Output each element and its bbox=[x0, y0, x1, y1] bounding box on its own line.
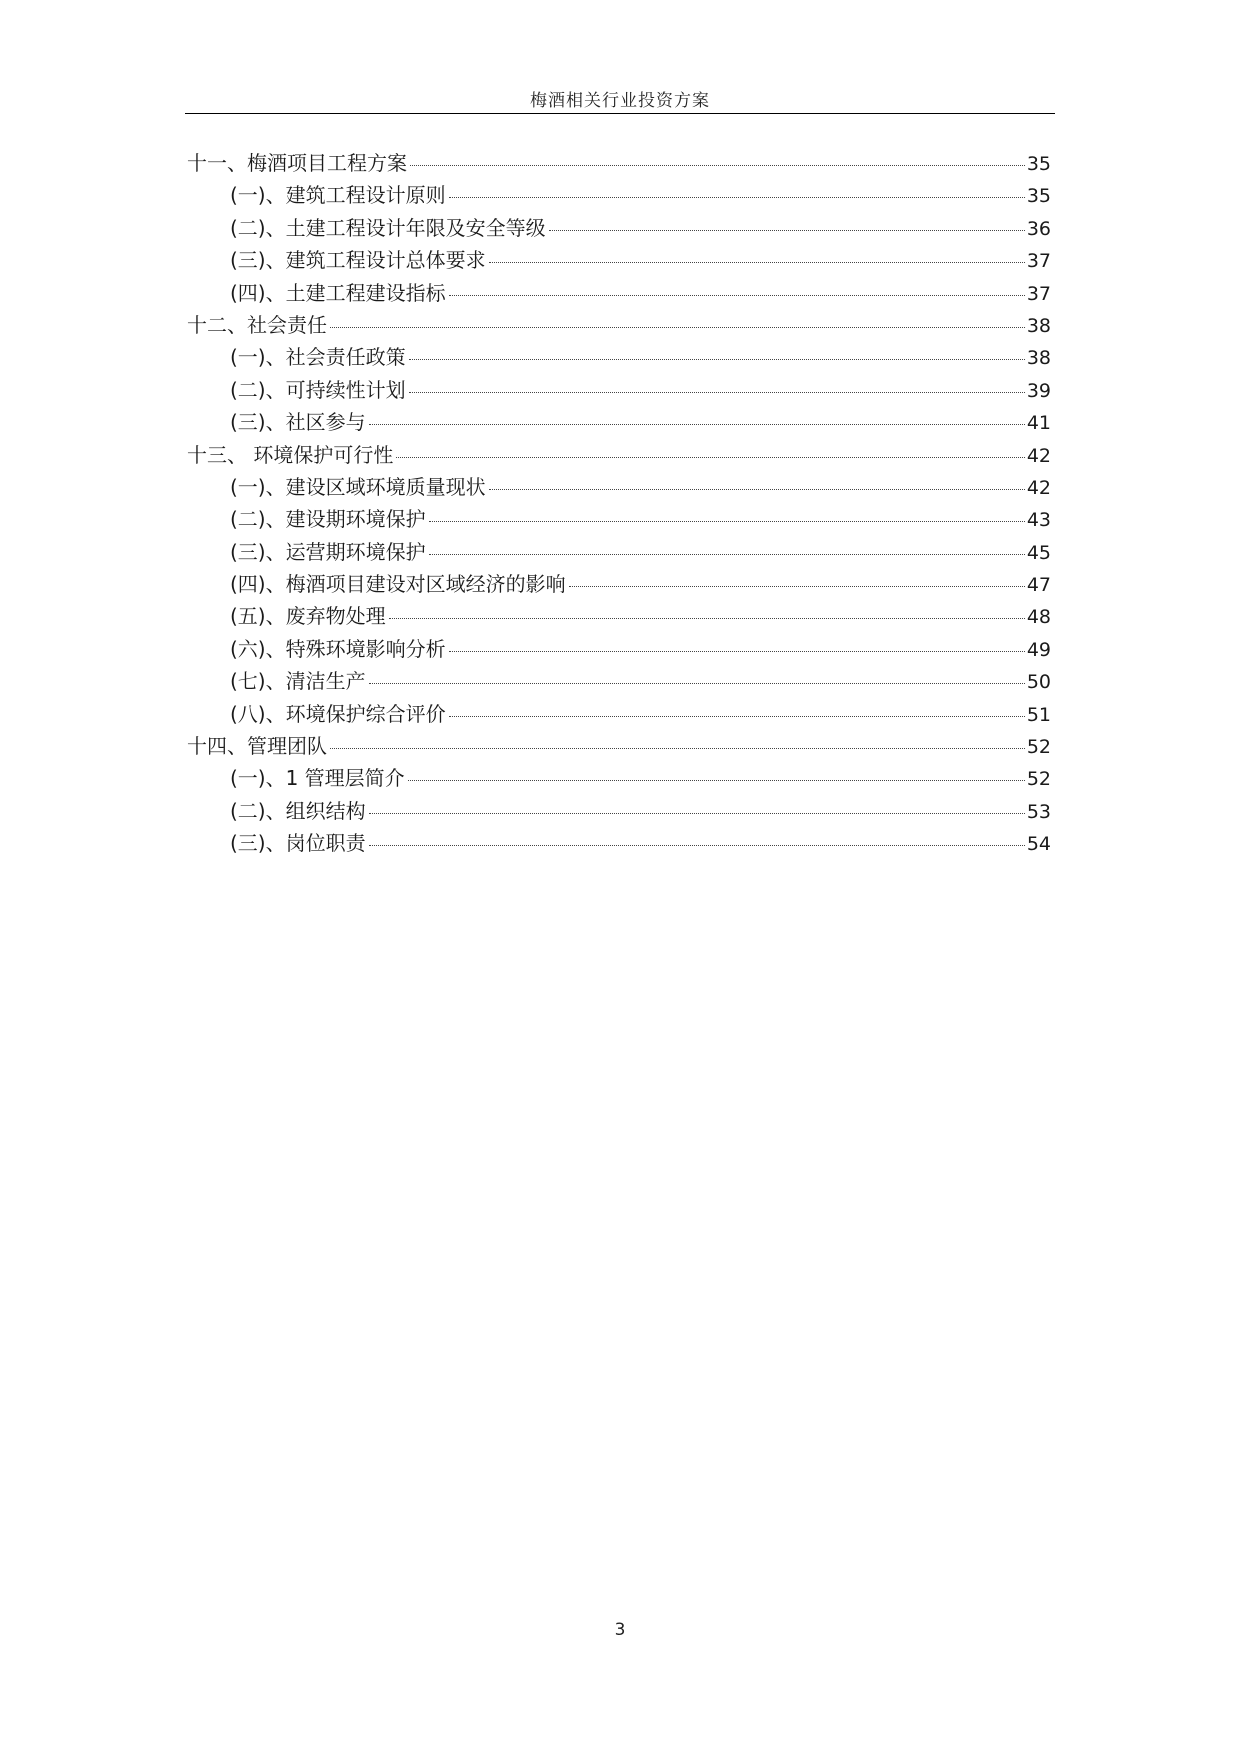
toc-entry-page: 50 bbox=[1026, 671, 1051, 694]
toc-dot-leader bbox=[449, 651, 1025, 652]
toc-dot-leader bbox=[449, 295, 1025, 296]
toc-entry-page: 38 bbox=[1026, 347, 1051, 370]
toc-entry-title: (八)、环境保护综合评价 bbox=[230, 701, 446, 726]
toc-dot-leader bbox=[489, 262, 1025, 263]
toc-entry-title: (二)、建设期环境保护 bbox=[230, 507, 426, 532]
toc-entry-title: 十四、管理团队 bbox=[187, 734, 327, 759]
toc-entry-title: (二)、土建工程设计年限及安全等级 bbox=[230, 215, 546, 240]
toc-entry-page: 43 bbox=[1026, 509, 1051, 532]
toc-dot-leader bbox=[330, 748, 1025, 749]
toc-entry-page: 48 bbox=[1026, 606, 1051, 629]
toc-entry-page: 54 bbox=[1026, 833, 1051, 856]
toc-dot-leader bbox=[409, 359, 1025, 360]
toc-entry-page: 42 bbox=[1026, 476, 1051, 499]
toc-entry-page: 38 bbox=[1026, 314, 1051, 337]
toc-dot-leader bbox=[429, 521, 1025, 522]
toc-entry[interactable] bbox=[187, 665, 1051, 697]
toc-entry-title: (二)、组织结构 bbox=[230, 798, 366, 823]
toc-entry-page: 37 bbox=[1026, 250, 1051, 273]
toc-dot-leader bbox=[369, 813, 1025, 814]
toc-entry[interactable] bbox=[187, 730, 1051, 762]
toc-entry[interactable] bbox=[187, 341, 1051, 373]
toc-entry-page: 37 bbox=[1026, 282, 1051, 305]
toc-entry[interactable] bbox=[187, 698, 1051, 730]
toc-entry-title: (六)、特殊环境影响分析 bbox=[230, 636, 446, 661]
toc-entry-page: 36 bbox=[1026, 217, 1051, 240]
toc-dot-leader bbox=[396, 457, 1024, 458]
toc-entry-title: (一)、建设区域环境质量现状 bbox=[230, 474, 486, 499]
toc-entry-page: 42 bbox=[1026, 444, 1051, 467]
toc-entry[interactable] bbox=[187, 762, 1051, 794]
toc-entry[interactable] bbox=[187, 600, 1051, 632]
toc-entry[interactable] bbox=[187, 503, 1051, 535]
toc-dot-leader bbox=[409, 392, 1025, 393]
toc-entry-title: (四)、梅酒项目建设对区域经济的影响 bbox=[230, 572, 566, 597]
toc-entry-page: 52 bbox=[1026, 768, 1051, 791]
toc-entry-title: (三)、运营期环境保护 bbox=[230, 539, 426, 564]
toc-entry[interactable] bbox=[187, 406, 1051, 438]
toc-entry[interactable] bbox=[187, 244, 1051, 276]
toc-entry[interactable] bbox=[187, 277, 1051, 309]
toc-dot-leader bbox=[569, 586, 1025, 587]
toc-entry-page: 35 bbox=[1026, 153, 1051, 175]
toc-dot-leader bbox=[369, 845, 1025, 846]
toc-entry[interactable] bbox=[187, 309, 1051, 341]
page-number: 3 bbox=[614, 1620, 626, 1640]
toc-entry[interactable] bbox=[187, 147, 1051, 179]
toc-entry-title: (四)、土建工程建设指标 bbox=[230, 280, 446, 305]
toc-entry[interactable] bbox=[187, 568, 1051, 600]
toc-dot-leader bbox=[429, 554, 1025, 555]
toc-entry-title: 十二、社会责任 bbox=[187, 312, 327, 337]
header-rule bbox=[185, 113, 1055, 114]
toc-dot-leader bbox=[449, 197, 1025, 198]
toc-entry[interactable] bbox=[187, 212, 1051, 244]
toc-entry-title: 十一、梅酒项目工程方案 bbox=[187, 151, 407, 175]
toc-entry-title: (七)、清洁生产 bbox=[230, 669, 366, 694]
toc-entry-page: 39 bbox=[1026, 379, 1051, 402]
page-header-title: 梅酒相关行业投资方案 bbox=[530, 91, 710, 111]
toc-dot-leader bbox=[489, 489, 1025, 490]
toc-entry-page: 45 bbox=[1026, 541, 1051, 564]
toc-entry-title: (二)、可持续性计划 bbox=[230, 377, 406, 402]
toc-entry[interactable] bbox=[187, 439, 1051, 471]
toc-entry-page: 51 bbox=[1026, 703, 1051, 726]
toc-entry-page: 49 bbox=[1026, 638, 1051, 661]
toc-entry-title: (五)、废弃物处理 bbox=[230, 604, 386, 629]
toc-entry-title: (三)、社区参与 bbox=[230, 410, 366, 435]
toc-entry-page: 53 bbox=[1026, 800, 1051, 823]
table-of-contents bbox=[187, 147, 1051, 860]
toc-entry[interactable] bbox=[187, 471, 1051, 503]
toc-entry-title: (一)、社会责任政策 bbox=[230, 345, 406, 370]
toc-entry[interactable] bbox=[187, 633, 1051, 665]
toc-entry[interactable] bbox=[187, 827, 1051, 859]
toc-dot-leader bbox=[369, 683, 1025, 684]
toc-entry-title: (三)、岗位职责 bbox=[230, 831, 366, 856]
toc-dot-leader bbox=[549, 230, 1025, 231]
toc-dot-leader bbox=[369, 424, 1025, 425]
toc-entry[interactable] bbox=[187, 179, 1051, 211]
toc-entry-page: 47 bbox=[1026, 574, 1051, 597]
toc-entry-page: 35 bbox=[1026, 185, 1051, 208]
toc-entry-title: 十三、 环境保护可行性 bbox=[187, 442, 394, 467]
toc-entry[interactable] bbox=[187, 795, 1051, 827]
toc-entry-title: (一)、建筑工程设计原则 bbox=[230, 183, 446, 208]
toc-entry-title: (一)、1 管理层简介 bbox=[230, 766, 405, 791]
toc-entry-title: (三)、建筑工程设计总体要求 bbox=[230, 248, 486, 273]
toc-dot-leader bbox=[408, 780, 1025, 781]
toc-dot-leader bbox=[389, 618, 1025, 619]
toc-entry[interactable] bbox=[187, 536, 1051, 568]
toc-entry-page: 52 bbox=[1026, 736, 1051, 759]
toc-dot-leader bbox=[410, 165, 1025, 166]
toc-dot-leader bbox=[449, 716, 1025, 717]
toc-entry-page: 41 bbox=[1026, 412, 1051, 435]
toc-dot-leader bbox=[330, 327, 1025, 328]
toc-entry[interactable] bbox=[187, 374, 1051, 406]
